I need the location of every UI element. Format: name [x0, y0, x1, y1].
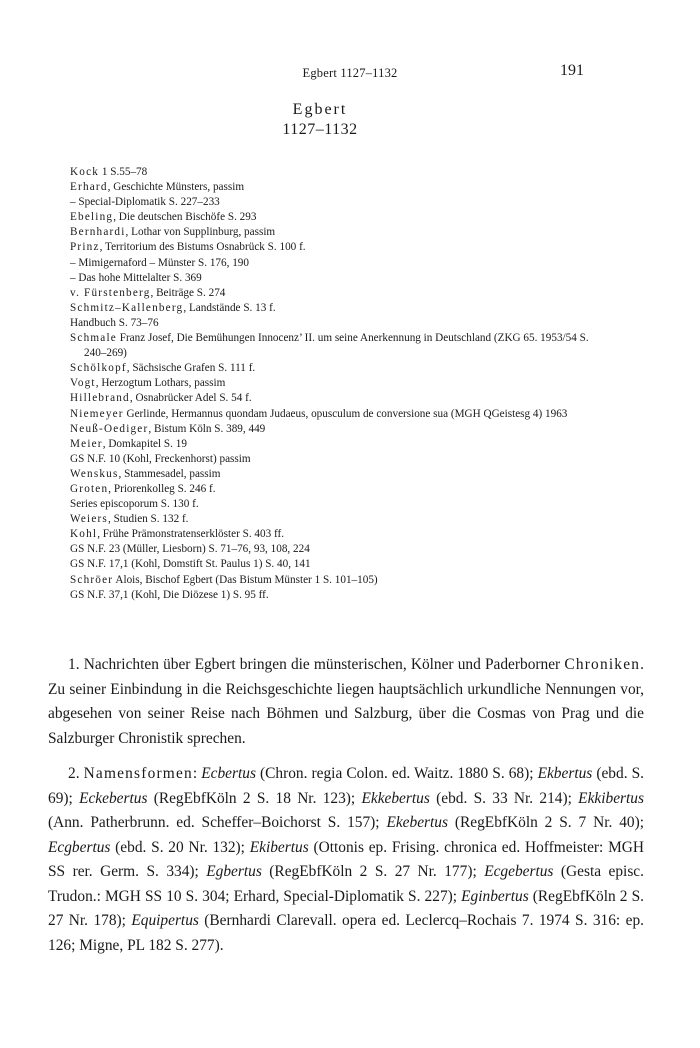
- bibliography-entry: [70, 573, 600, 588]
- bibliography-entry: [70, 316, 600, 331]
- bibliography-entry: [70, 437, 600, 452]
- bibliography-reference: , Priorenkolleg S. 246 f.: [108, 482, 216, 495]
- bibliography-entry: [70, 482, 600, 497]
- text-run: (ebd. S. 20 Nr. 132);: [110, 838, 250, 856]
- text-run: . Zu seiner Einbindung in die Reichsgeschichte liegen hauptsächlich urkundliche Nennungen vor, abgesehen von seiner Reise nach Böhmen und Salzburg, über die Cosmas von Prag und die Salzburger Chronistik sprechen.: [48, 656, 644, 747]
- bibliography-reference: , Frühe Prämonstratenserklöster S. 403 ff.: [97, 528, 285, 541]
- bibliography-reference: Alois, Bischof Egbert (Das Bistum Münster 1 S. 101–105): [113, 573, 378, 586]
- bibliography-reference: , Herzogtum Lothars, passim: [95, 377, 226, 390]
- bibliography-entry: [70, 588, 600, 603]
- bibliography-reference: , Sächsische Grafen S. 111 f.: [126, 362, 256, 375]
- bibliography-entry: [70, 301, 600, 316]
- bibliography-author: Wenskus: [70, 467, 119, 480]
- bibliography-reference: , Osnabrücker Adel S. 54 f.: [129, 392, 252, 405]
- bibliography-author: Prinz: [70, 241, 100, 254]
- name-form: Ekkibertus: [578, 789, 644, 807]
- bibliography-author: Meier: [70, 437, 103, 450]
- bibliography-reference: – Das hohe Mittelalter S. 369: [70, 271, 202, 284]
- text-run: (Gesta episc. Trudon.: MGH SS 10 S. 304; Erhard, Special-Diplomatik S. 227);: [48, 863, 644, 905]
- bibliography-entry: [70, 407, 600, 422]
- bibliography-reference: , Stammesadel, passim: [118, 467, 221, 480]
- bibliography-reference: , Landstände S. 13 f.: [183, 301, 276, 314]
- bibliography-entry: [70, 286, 600, 301]
- text-run: 2.: [68, 765, 84, 782]
- chapter-title: [0, 100, 640, 140]
- spaced-term: Chroniken: [564, 656, 641, 673]
- name-form: Ecgbertus: [48, 838, 111, 856]
- text-run: (ebd. S. 69);: [48, 765, 645, 807]
- name-form: Equipertus: [131, 912, 199, 929]
- bibliography-entry: [70, 542, 600, 557]
- name-form: Ecbertus: [201, 765, 256, 782]
- bibliography-reference: , Bistum Köln S. 389, 449: [148, 422, 266, 435]
- bibliography-reference: 1 S.55–78: [99, 166, 148, 178]
- text-run: (Ann. Patherbrunn. ed. Scheffer–Boichorst S. 157);: [48, 814, 387, 831]
- bibliography-reference: – Special-Diplomatik S. 227–233: [70, 196, 220, 209]
- bibliography-author: Hillebrand: [70, 392, 130, 405]
- body-text: [48, 653, 644, 969]
- text-run: (RegEbfKöln 2 S. 7 Nr. 40);: [448, 814, 644, 831]
- text-run: (RegEbfKöln 2 S. 18 Nr. 123);: [147, 789, 362, 807]
- text-run: 1. Nachrichten über Egbert bringen die münsterischen, Kölner und Paderborner: [68, 656, 565, 673]
- bibliography-entry: [70, 422, 600, 437]
- bibliography-author: Schmitz–Kallenberg: [70, 301, 184, 314]
- bibliography-reference: , Territorium des Bistums Osnabrück S. 100 f.: [99, 241, 306, 254]
- bibliography-author: Weiers: [70, 513, 108, 526]
- text-run: :: [192, 765, 202, 782]
- bibliography-entry: [70, 467, 600, 482]
- bibliography-author: Bernhardi: [70, 226, 126, 239]
- bibliography-author: Schölkopf: [70, 362, 127, 375]
- bibliography-entry: [70, 452, 600, 467]
- bibliography-reference: Gerlinde, Hermannus quondam Judaeus, opusculum de conversione sua (MGH QGeistesg 4) 1963: [123, 407, 568, 420]
- text-run: (Chron. regia Colon. ed. Waitz. 1880 S. 68);: [255, 765, 538, 782]
- bibliography-entry: [70, 210, 600, 225]
- spaced-term: Namensformen: [83, 765, 193, 782]
- text-run: (ebd. S. 33 Nr. 214);: [429, 789, 579, 807]
- bibliography-entry: [70, 256, 600, 271]
- bibliography-entry: [70, 512, 600, 527]
- text-run: (RegEbfKöln 2 S. 27 Nr. 177);: [261, 863, 485, 880]
- bibliography-reference: Franz Josef, Die Bemühungen Innocenz’ II. um seine Anerkennung in Deutschland (ZKG 65. 1953/54 S. 240–269): [84, 332, 589, 360]
- bibliography-reference: , Beiträge S. 274: [150, 286, 226, 299]
- bibliography-entry: [70, 391, 600, 406]
- bibliography-author: Niemeyer: [70, 407, 124, 420]
- bibliography-reference: Handbuch S. 73–76: [70, 316, 159, 329]
- bibliography-entry: [70, 557, 600, 572]
- bibliography-entry: [70, 331, 600, 361]
- bibliography-reference: Series episcoporum S. 130 f.: [70, 498, 199, 511]
- bibliography-entry: [70, 225, 600, 240]
- bibliography-entry: [70, 240, 600, 255]
- running-head: Egbert 1127–1132: [302, 66, 398, 80]
- page-number: 191: [560, 62, 584, 79]
- bibliography-author: Schmale: [70, 332, 117, 345]
- bibliography-reference: GS N.F. 17,1 (Kohl, Domstift St. Paulus 1) S. 40, 141: [70, 558, 311, 571]
- name-form: Egbertus: [206, 863, 262, 880]
- bibliography-author: Schröer: [70, 573, 114, 586]
- bibliography-reference: , Lothar von Supplinburg, passim: [125, 226, 276, 239]
- text-run: (RegEbfKöln 2 S. 27 Nr. 178);: [48, 887, 644, 929]
- paragraph-name-forms: [48, 762, 644, 958]
- text-run: (Ottonis ep. Frising. chronica ed. Hoffmeister: MGH SS rer. Germ. S. 334);: [48, 838, 644, 880]
- bibliography-list: [70, 165, 600, 603]
- name-form: Eckebertus: [79, 789, 148, 807]
- bibliography-author: Neuß-Oediger: [70, 422, 149, 435]
- bibliography-entry: [70, 165, 600, 180]
- bibliography-author: v. Fürstenberg: [70, 286, 151, 299]
- bibliography-entry: [70, 376, 600, 391]
- bibliography-reference: , Studien S. 132 f.: [107, 513, 189, 526]
- bibliography-entry: [70, 271, 600, 286]
- name-form: Ekebertus: [386, 814, 448, 831]
- name-form: Eginbertus: [461, 887, 529, 905]
- bibliography-entry: [70, 180, 600, 195]
- bibliography-reference: , Die deutschen Bischöfe S. 293: [113, 211, 257, 224]
- name-form: Ekbertus: [537, 765, 593, 782]
- bibliography-entry: [70, 527, 600, 542]
- bibliography-author: Ebeling: [70, 211, 114, 224]
- bibliography-entry: [70, 195, 600, 210]
- chapter-title-years: 1127–1132: [282, 121, 358, 138]
- bibliography-reference: , Geschichte Münsters, passim: [107, 181, 245, 194]
- bibliography-author: Erhard: [70, 181, 108, 194]
- chapter-title-name: Egbert: [292, 101, 348, 118]
- name-form: Ekibertus: [249, 838, 309, 856]
- name-form: Ecgebertus: [484, 863, 554, 880]
- bibliography-reference: , Domkapitel S. 19: [102, 437, 187, 450]
- bibliography-reference: GS N.F. 37,1 (Kohl, Die Diözese 1) S. 95 ff.: [70, 588, 269, 601]
- bibliography-reference: GS N.F. 10 (Kohl, Freckenhorst) passim: [70, 452, 251, 465]
- bibliography-entry: [70, 497, 600, 512]
- name-form: Ekkebertus: [361, 789, 430, 807]
- bibliography-entry: [70, 361, 600, 376]
- bibliography-reference: GS N.F. 23 (Müller, Liesborn) S. 71–76, 93, 108, 224: [70, 543, 310, 556]
- bibliography-author: Kohl: [70, 528, 98, 541]
- bibliography-author: Vogt: [70, 377, 96, 390]
- paragraph-sources: [48, 653, 644, 751]
- bibliography-author: Kock: [70, 166, 100, 178]
- bibliography-author: Groten: [70, 482, 109, 495]
- text-run: (Bernhardi Clarevall. opera ed. Leclercq–Rochais 7. 1974 S. 316: ep. 126; Migne, PL 182 S. 277).: [48, 912, 644, 954]
- bibliography-reference: – Mimigernaford – Münster S. 176, 190: [70, 256, 249, 269]
